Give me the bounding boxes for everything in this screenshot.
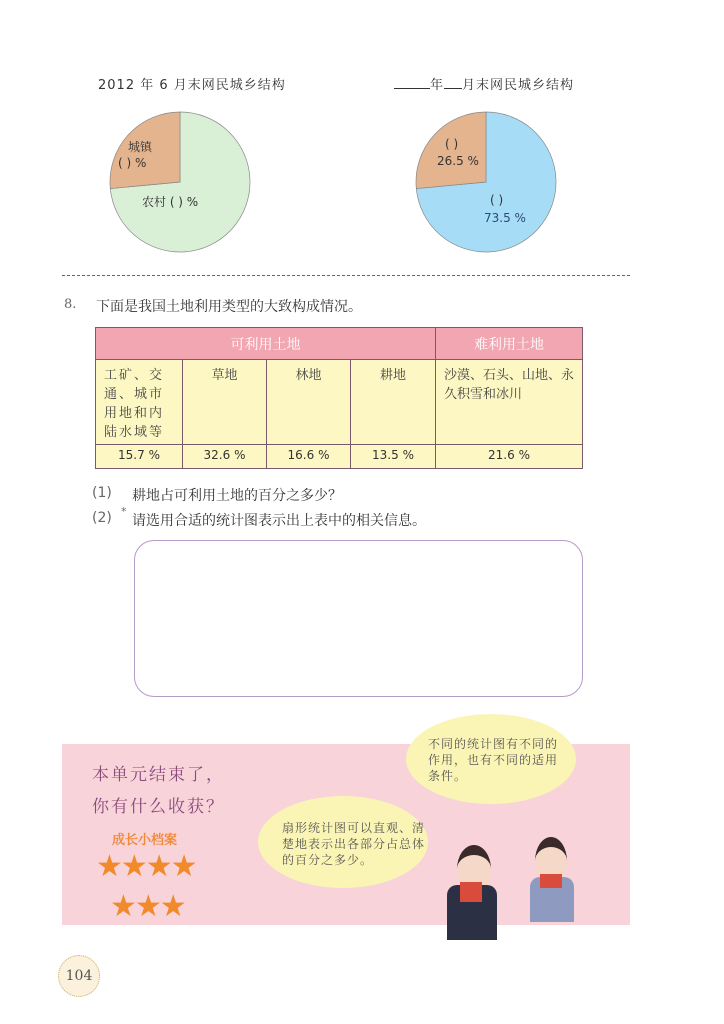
sub-question-2: 请选用合适的统计图表示出上表中的相关信息。 [132, 513, 426, 529]
value-cell: 32.6 % [183, 445, 267, 469]
value-cell: 15.7 % [96, 445, 183, 469]
unit-summary-banner [62, 737, 630, 925]
question-number: 8. [64, 297, 77, 312]
sub-question-1-number: (1) [92, 485, 112, 501]
optional-star: * [121, 505, 127, 518]
sub-question-2-number: (2) [92, 510, 112, 526]
page-number: 104 [58, 955, 100, 997]
value-cell: 21.6 % [436, 445, 583, 469]
answer-box[interactable] [134, 540, 583, 697]
year-blank[interactable] [394, 76, 430, 89]
land-use-table [95, 327, 583, 469]
header-unusable-land: 难利用土地 [436, 328, 583, 360]
category-cell: 草地 [183, 360, 267, 445]
boy-speech-bubble: 扇形统计图可以直观、清楚地表示出各部分占总体的百分之多少。 [258, 796, 428, 888]
header-usable-land: 可利用土地 [96, 328, 436, 360]
summary-line-1: 本单元结束了， [92, 765, 225, 785]
pie2-slice2-value: 73.5 % [484, 211, 526, 225]
divider [62, 275, 630, 276]
girl-speech-bubble: 不同的统计图有不同的作用，也有不同的适用条件。 [406, 714, 576, 804]
pie2-title: 年 月末网民城乡结构 [394, 74, 574, 93]
pie2-slice1-value: 26.5 % [437, 154, 479, 168]
growth-archive-label: 成长小档案 [112, 833, 178, 848]
month-blank[interactable] [444, 76, 462, 89]
pie2-slice1-label: ( ) [445, 137, 459, 151]
category-cell: 林地 [267, 360, 351, 445]
category-cell: 沙漠、石头、山地、永久积雪和冰川 [436, 360, 583, 445]
category-cell: 耕地 [351, 360, 436, 445]
star-rating-row-1[interactable]: ★★★★ [96, 849, 196, 884]
girl-illustration [532, 822, 582, 922]
pie1-town-label: 城镇 [128, 140, 153, 154]
pie1-town-value: ( ) % [118, 156, 147, 170]
pie2-slice2-label: ( ) [490, 193, 504, 207]
value-cell: 16.6 % [267, 445, 351, 469]
sub-question-1: 耕地占可利用土地的百分之多少？ [132, 488, 342, 504]
value-cell: 13.5 % [351, 445, 436, 469]
star-rating-row-2[interactable]: ★★★ [110, 889, 185, 924]
category-cell: 工矿、交通、城市用地和内陆水域等 [96, 360, 183, 445]
pie1-rural-label: 农村 ( ) % [142, 195, 199, 209]
pie1-title: 2012 年 6 月末网民城乡结构 [98, 78, 286, 93]
question-text: 下面是我国土地利用类型的大致构成情况。 [96, 299, 362, 315]
pie2-chart [411, 107, 561, 257]
summary-line-2: 你有什么收获？ [92, 797, 225, 817]
pie1-chart [105, 107, 255, 257]
boy-illustration [342, 830, 396, 940]
